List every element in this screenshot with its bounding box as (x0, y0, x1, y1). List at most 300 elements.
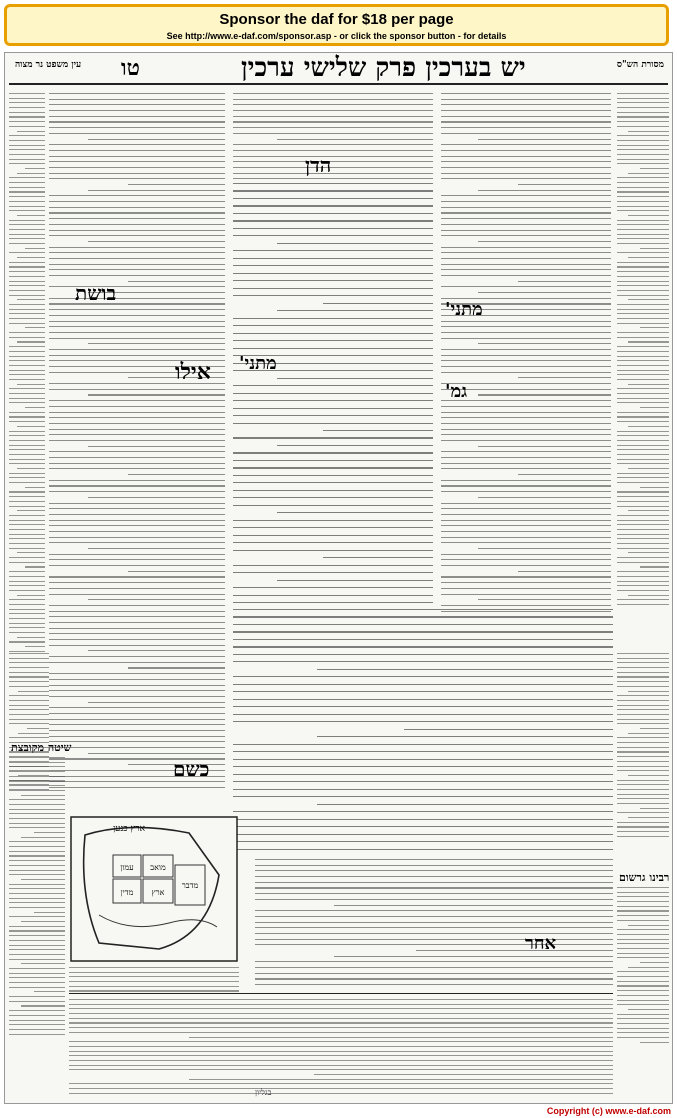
text-line (416, 950, 613, 951)
text-line (17, 215, 45, 216)
text-line (49, 326, 225, 327)
text-line (49, 724, 225, 725)
map-label-c: מדין (120, 888, 134, 897)
text-line (617, 581, 669, 582)
text-line (9, 658, 49, 659)
text-line (9, 613, 45, 614)
text-line (49, 639, 225, 640)
text-line (233, 183, 433, 184)
text-line (49, 451, 225, 452)
text-line (617, 789, 669, 790)
text-line (617, 1023, 669, 1024)
text-line (404, 729, 613, 730)
right-heading-1: מתני' (445, 299, 483, 320)
text-line (441, 457, 611, 458)
text-line (17, 510, 45, 511)
text-line (441, 360, 611, 361)
text-line (233, 505, 433, 506)
text-line (9, 196, 45, 197)
text-line (49, 531, 225, 532)
text-line (25, 646, 45, 647)
text-line (9, 945, 65, 946)
text-line (255, 961, 613, 962)
text-line (441, 195, 611, 196)
text-line (617, 770, 669, 771)
map-label-b: מואב (150, 863, 166, 872)
text-line (617, 557, 669, 558)
text-line (233, 819, 613, 820)
text-line (617, 224, 669, 225)
text-line (317, 804, 613, 805)
text-line (9, 813, 65, 814)
left-heading-3: כשם (173, 757, 210, 781)
text-line (17, 384, 45, 385)
text-line (189, 1037, 613, 1038)
text-line (49, 338, 225, 339)
text-line (617, 252, 669, 253)
text-line (441, 178, 611, 179)
text-line (21, 963, 65, 964)
text-line (628, 733, 669, 734)
text-line (441, 269, 611, 270)
copyright-link[interactable]: Copyright (c) www.e-daf.com (546, 1106, 671, 1116)
commentary-right (441, 93, 611, 613)
text-line (9, 996, 65, 997)
text-line (69, 972, 239, 973)
center-heading-1: הדן (305, 153, 332, 177)
text-line (9, 412, 45, 413)
text-line (18, 733, 49, 734)
text-line (617, 201, 669, 202)
text-line (9, 790, 65, 791)
text-line (617, 313, 669, 314)
text-line (128, 474, 225, 475)
text-line (617, 901, 669, 902)
text-line (17, 595, 45, 596)
text-line (617, 102, 669, 103)
text-line (69, 1055, 613, 1056)
text-line (441, 150, 611, 151)
text-line (640, 962, 669, 963)
text-line (49, 594, 225, 595)
sponsor-title[interactable]: Sponsor the daf for $18 per page (219, 11, 454, 28)
text-line (233, 639, 613, 640)
text-line (441, 144, 611, 145)
text-line (233, 849, 613, 850)
text-line (628, 510, 669, 511)
text-line (628, 426, 669, 427)
text-line (9, 585, 45, 586)
footer-hint: בגליון (255, 1088, 272, 1097)
text-line (233, 691, 613, 692)
text-line (9, 440, 45, 441)
text-line (441, 485, 611, 486)
text-line (49, 321, 225, 322)
text-line (9, 776, 65, 777)
text-line (628, 552, 669, 553)
text-line (9, 695, 49, 696)
page-title: יש בערכין פרק שלישי ערכין (241, 53, 526, 83)
text-line (640, 808, 669, 809)
text-line (441, 173, 611, 174)
text-line (255, 893, 613, 894)
text-line (255, 865, 613, 866)
text-line (49, 264, 225, 265)
text-line (9, 705, 49, 706)
text-line (617, 323, 669, 324)
text-line (233, 520, 433, 521)
text-line (233, 220, 433, 221)
text-line (9, 154, 45, 155)
text-line (69, 1051, 613, 1052)
map-label-d: ארץ (151, 888, 165, 897)
text-line (49, 440, 225, 441)
center-heading-3: אחר (525, 933, 557, 954)
text-line (69, 999, 613, 1000)
text-line (9, 496, 45, 497)
text-line (9, 870, 65, 871)
text-line (9, 780, 65, 781)
text-line (255, 967, 613, 968)
text-line (233, 348, 433, 349)
text-line (233, 333, 433, 334)
text-line (617, 271, 669, 272)
rabbenu-gershom-text (617, 887, 669, 1057)
text-line (34, 912, 65, 913)
text-line (128, 184, 225, 185)
text-line (9, 590, 45, 591)
text-line (617, 281, 669, 282)
text-line (277, 512, 433, 513)
text-line (628, 1009, 669, 1010)
text-line (314, 1074, 613, 1075)
text-line (233, 714, 613, 715)
text-line (441, 451, 611, 452)
text-line (9, 491, 45, 492)
text-line (9, 281, 45, 282)
text-line (233, 173, 433, 174)
text-line (9, 785, 65, 786)
text-line (617, 266, 669, 267)
text-line (9, 968, 65, 969)
text-line (617, 234, 669, 235)
text-line (441, 116, 611, 117)
text-line (617, 454, 669, 455)
text-line (640, 168, 669, 169)
text-line (441, 594, 611, 595)
text-line (9, 676, 49, 677)
text-line (617, 506, 669, 507)
text-line (617, 780, 669, 781)
text-line (441, 156, 611, 157)
text-line (9, 571, 45, 572)
text-line (233, 190, 433, 191)
text-line (617, 723, 669, 724)
text-line (277, 139, 433, 140)
text-line (617, 182, 669, 183)
text-line (617, 210, 669, 211)
text-line (49, 252, 225, 253)
text-line (233, 228, 433, 229)
text-line (334, 905, 613, 906)
text-line (9, 534, 45, 535)
text-line (9, 356, 45, 357)
text-line (617, 929, 669, 930)
text-line (9, 907, 65, 908)
text-line (49, 457, 225, 458)
text-line (233, 624, 613, 625)
text-line (49, 412, 225, 413)
text-line (9, 191, 45, 192)
text-line (255, 882, 613, 883)
text-line (233, 205, 433, 206)
text-line (617, 318, 669, 319)
text-line (9, 538, 45, 539)
sponsor-subtitle[interactable]: See http://www.e-daf.com/sponsor.asp - or click the sponsor button - for details (166, 31, 507, 41)
text-line (233, 150, 433, 151)
text-line (255, 876, 613, 877)
text-line (49, 423, 225, 424)
text-line (628, 595, 669, 596)
text-line (9, 667, 49, 668)
center-heading-2: מתני' (239, 353, 277, 374)
text-line (233, 796, 613, 797)
text-line (617, 473, 669, 474)
text-line (49, 690, 225, 691)
text-line (617, 365, 669, 366)
text-line (617, 719, 669, 720)
text-line (441, 565, 611, 566)
text-line (617, 1037, 669, 1038)
text-line (441, 247, 611, 248)
text-line (617, 290, 669, 291)
text-line (9, 954, 65, 955)
text-line (9, 402, 45, 403)
text-line (628, 131, 669, 132)
text-line (49, 605, 225, 606)
text-line (9, 604, 45, 605)
text-line (233, 595, 433, 596)
left-heading-2: אילו (175, 359, 211, 385)
text-line (441, 542, 611, 543)
text-line (88, 599, 225, 600)
text-line (9, 262, 45, 263)
text-line (617, 196, 669, 197)
text-line (9, 1015, 65, 1016)
text-line (617, 705, 669, 706)
text-line (9, 860, 65, 861)
text-line (617, 995, 669, 996)
text-line (69, 976, 239, 977)
text-line (233, 475, 433, 476)
text-line (617, 98, 669, 99)
text-line (628, 691, 669, 692)
text-line (9, 370, 45, 371)
text-line (49, 104, 225, 105)
text-line (255, 984, 613, 985)
text-line (441, 491, 611, 492)
text-line (49, 218, 225, 219)
text-line (49, 622, 225, 623)
text-line (233, 565, 433, 566)
text-line (9, 662, 49, 663)
text-line (49, 685, 225, 686)
text-line (441, 167, 611, 168)
text-line (9, 252, 45, 253)
main-text-top (233, 93, 433, 183)
text-line (9, 238, 45, 239)
text-line (617, 812, 669, 813)
text-line (441, 508, 611, 509)
text-line (233, 490, 433, 491)
text-line (640, 327, 669, 328)
text-line (441, 554, 611, 555)
text-line (617, 431, 669, 432)
text-line (233, 178, 433, 179)
text-line (617, 112, 669, 113)
text-line (9, 449, 45, 450)
text-line (441, 434, 611, 435)
text-line (441, 212, 611, 213)
text-line (617, 766, 669, 767)
text-line (617, 543, 669, 544)
text-line (9, 719, 49, 720)
text-line (69, 1018, 613, 1019)
commentary-under-map (69, 967, 239, 993)
text-line (9, 210, 45, 211)
text-line (233, 437, 433, 438)
text-line (9, 771, 65, 772)
text-line (441, 440, 611, 441)
text-line (617, 985, 669, 986)
text-line (9, 1010, 65, 1011)
text-line (617, 990, 669, 991)
text-line (617, 737, 669, 738)
left-heading-1: בושת (75, 281, 117, 305)
text-line (9, 201, 45, 202)
text-line (441, 372, 611, 373)
text-line (617, 360, 669, 361)
text-line (49, 121, 225, 122)
text-line (617, 761, 669, 762)
text-line (317, 669, 613, 670)
text-line (640, 566, 669, 567)
text-line (277, 243, 433, 244)
text-line (478, 190, 611, 191)
text-line (441, 252, 611, 253)
text-line (617, 653, 669, 654)
commentary-center-lower (255, 859, 613, 987)
text-line (617, 658, 669, 659)
text-line (88, 702, 225, 703)
text-line (617, 1000, 669, 1001)
text-line (233, 609, 613, 610)
margin-notes-right-2 (617, 653, 669, 853)
text-line (233, 156, 433, 157)
text-line (478, 394, 611, 395)
page-number: טו (121, 55, 140, 81)
commentary-left (49, 93, 225, 793)
text-line (9, 140, 45, 141)
text-line (255, 859, 613, 860)
text-line (617, 714, 669, 715)
text-line (617, 449, 669, 450)
text-line (9, 365, 45, 366)
header-rule (9, 83, 668, 85)
text-line (128, 571, 225, 572)
text-line (478, 292, 611, 293)
text-line (617, 1028, 669, 1029)
gemara-text (233, 183, 433, 603)
text-line (640, 248, 669, 249)
text-line (617, 206, 669, 207)
sponsor-banner[interactable] (4, 4, 669, 46)
text-line (49, 707, 225, 708)
text-line (9, 855, 65, 856)
text-line (9, 416, 45, 417)
text-line (69, 990, 239, 991)
text-line (441, 355, 611, 356)
text-line (233, 774, 613, 775)
text-line (9, 1024, 65, 1025)
text-line (88, 650, 225, 651)
text-line (9, 916, 65, 917)
text-line (617, 379, 669, 380)
text-line (9, 973, 65, 974)
text-line (49, 508, 225, 509)
text-line (441, 121, 611, 122)
text-line (233, 213, 433, 214)
map-label-e: מדבר (181, 881, 199, 890)
text-line (617, 667, 669, 668)
text-line (49, 389, 225, 390)
land-map-diagram (69, 815, 239, 963)
text-line (69, 1013, 613, 1014)
text-line (49, 576, 225, 577)
text-line (34, 832, 65, 833)
text-line (9, 627, 45, 628)
text-line (617, 421, 669, 422)
text-line (9, 323, 45, 324)
text-line (9, 224, 45, 225)
text-line (9, 346, 45, 347)
text-line (441, 230, 611, 231)
text-line (441, 99, 611, 100)
text-line (617, 309, 669, 310)
text-line (617, 107, 669, 108)
text-line (69, 1022, 613, 1023)
text-line (21, 837, 65, 838)
text-line (255, 910, 613, 911)
text-line (49, 485, 225, 486)
text-line (9, 723, 49, 724)
text-line (617, 459, 669, 460)
text-line (617, 920, 669, 921)
text-line (9, 987, 65, 988)
text-line (617, 229, 669, 230)
text-line (9, 290, 45, 291)
text-line (9, 651, 45, 652)
text-line (233, 646, 613, 647)
text-line (617, 220, 669, 221)
text-line (9, 431, 45, 432)
text-line (617, 435, 669, 436)
text-line (49, 309, 225, 310)
text-line (88, 548, 225, 549)
text-line (233, 654, 613, 655)
text-line (9, 757, 65, 758)
text-line (9, 234, 45, 235)
